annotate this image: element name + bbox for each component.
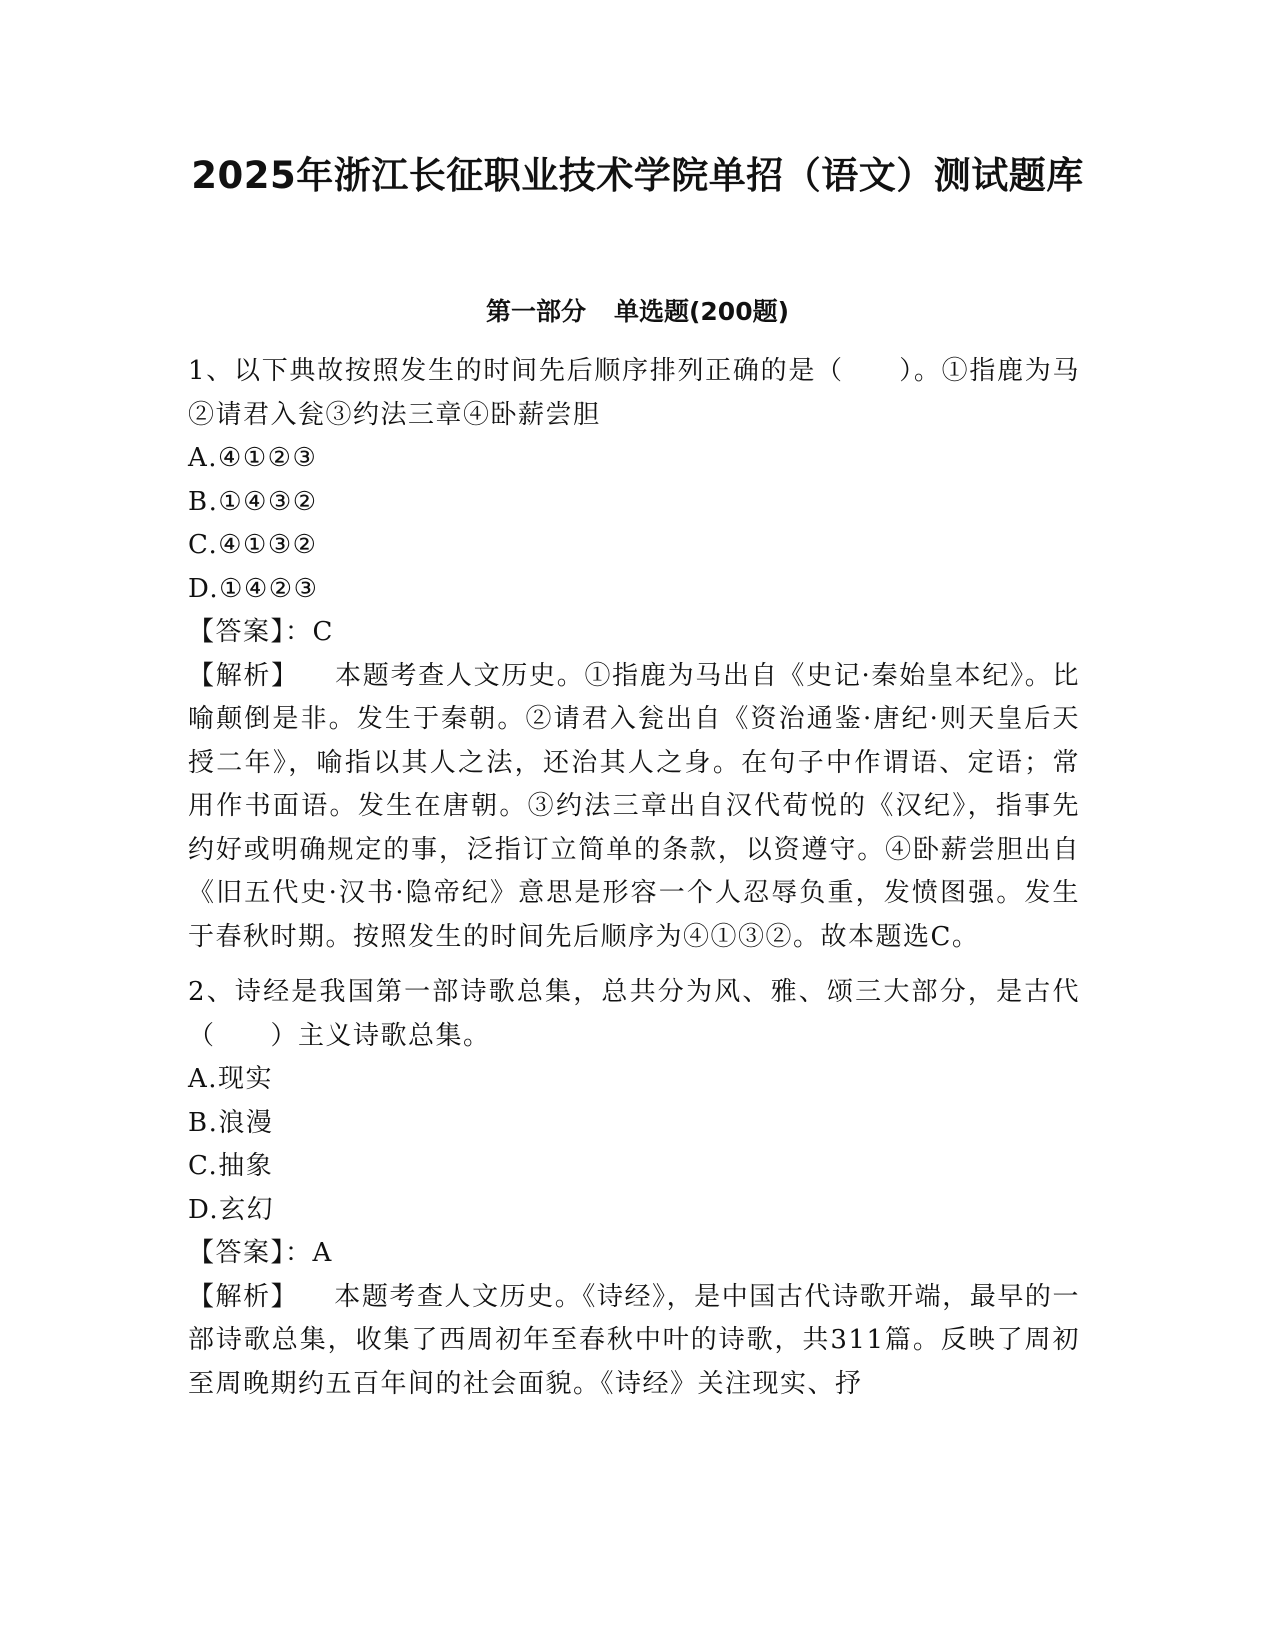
answer-value: A — [312, 1238, 333, 1268]
section-name: 单选题(200题) — [613, 297, 790, 326]
section-part: 第一部分 — [485, 297, 586, 326]
explanation — [188, 655, 1080, 960]
option-c: C.抽象 — [188, 1151, 274, 1181]
option-b: B.①④③② — [188, 486, 318, 517]
question-stem: 2、诗经是我国第一部诗歌总集，总共分为风、雅、颂三大部分，是古代（ ）主义诗歌总集。 — [188, 977, 1080, 1051]
option-a: A.④①②③ — [188, 443, 318, 473]
option-a: A.现实 — [188, 1064, 274, 1094]
answer-value: C — [312, 617, 334, 647]
option-d: D.玄幻 — [188, 1194, 275, 1225]
option-d: D.①④②③ — [188, 573, 319, 604]
explanation-text: 本题考查人文历史。《诗经》，是中国古代诗歌开端，最早的一部诗歌总集，收集了西周初年至春秋中叶的诗歌，共311篇。反映了周初至周晚期约五百年间的社会面貌。《诗经》关注现实、抒 — [188, 1281, 1080, 1399]
answer-label: 【答案】： — [188, 1238, 313, 1268]
answer-label: 【答案】： — [188, 617, 313, 647]
answer-line — [188, 1232, 1080, 1276]
question-1 — [188, 350, 1080, 959]
section-heading — [0, 292, 1275, 328]
explanation-text: 本题考查人文历史。①指鹿为马出自《史记·秦始皇本纪》。比喻颠倒是非。发生于秦朝。②请君入瓮出自《资治通鉴·唐纪·则天皇后天授二年》，喻指以其人之法，还治其人之身。在句子中作谓语、定语；常用作书面语。发生在唐朝。③约法三章出自汉代荀悦的《汉纪》，指事先约好或明确规定的事，泛指订立简单的条款，以资遵守。④卧薪尝胆出自《旧五代史·汉书·隐帝纪》意思是形容一个人忍辱负重，发愤图强。发生于春秋时期。按照发生的时间先后顺序为④①③②。故本题选C。 — [188, 660, 1080, 952]
question-2 — [188, 971, 1080, 1406]
question-list — [188, 350, 1080, 1406]
question-stem: 1、以下典故按照发生的时间先后顺序排列正确的是（ ）。①指鹿为马②请君入瓮③约法三章④卧薪尝胆 — [188, 356, 1080, 430]
explanation-label: 【解析】 — [188, 1281, 299, 1312]
answer-line — [188, 611, 1080, 655]
option-b: B.浪漫 — [188, 1107, 274, 1138]
option-c: C.④①③② — [188, 530, 318, 560]
explanation-label: 【解析】 — [188, 660, 299, 691]
document-title: 2025年浙江长征职业技术学院单招（语文）测试题库 — [191, 154, 1084, 197]
explanation — [188, 1276, 1080, 1407]
